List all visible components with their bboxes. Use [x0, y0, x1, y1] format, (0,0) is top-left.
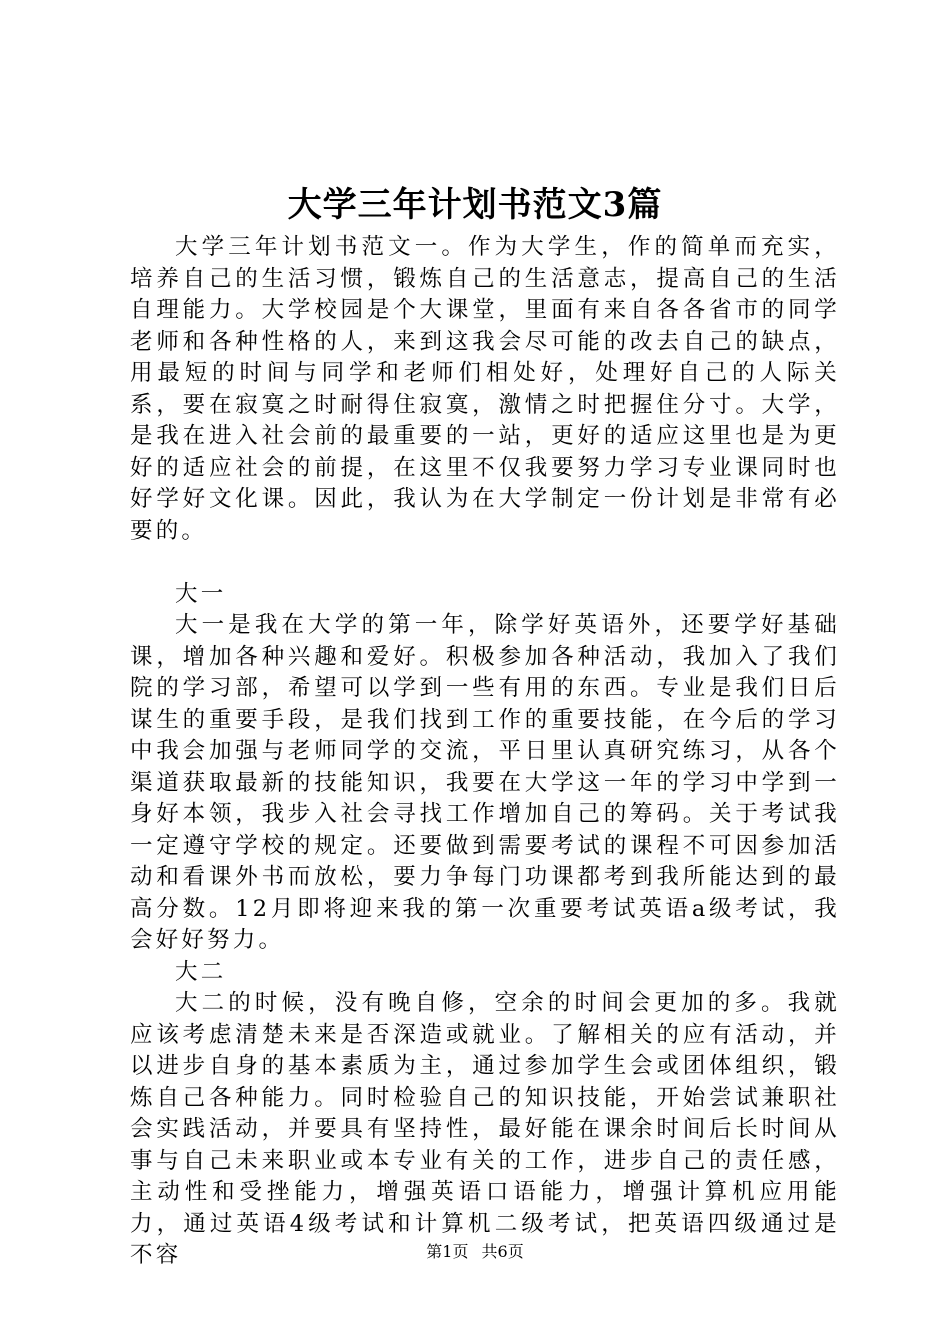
document-body	[130, 232, 840, 1272]
section-heading-year-one: 大一	[175, 580, 227, 607]
page-total: 共6页	[481, 1242, 524, 1261]
paragraph-year-two: 大二的时候，没有晚自修，空余的时间会更加的多。我就应该考虑清楚未来是否深造或就业。了解相关的应有活动，并以进步自身的基本素质为主，通过参加学生会或团体组织，锻炼自己各种能力。同时检验自己的知识技能，开始尝试兼职社会实践活动，并要具有坚持性，最好能在课余时间后长时间从事与自己未来职业或本专业有关的工作，进步自己的责任感，主动性和受挫能力，增强英语口语能力，增强计算机应用能力，通过英语4级考试和计算机二级考试，把英语四级通过是不容	[130, 990, 840, 1268]
page-footer	[0, 1240, 950, 1264]
paragraph-year-one: 大一是我在大学的第一年，除学好英语外，还要学好基础课，增加各种兴趣和爱好。积极参加各种活动，我加入了我们院的学习部，希望可以学到一些有用的东西。专业是我们日后谋生的重要手段，是我们找到工作的重要技能，在今后的学习中我会加强与老师同学的交流，平日里认真研究练习，从各个渠道获取最新的技能知识，我要在大学这一年的学习中学到一身好本领，我步入社会寻找工作增加自己的筹码。关于考试我一定遵守学校的规定。还要做到需要考试的课程不可因参加活动和看课外书而放松，要力争每门功课都考到我所能达到的最高分数。12月即将迎来我的第一次重要考试英语a级考试，我会好好努力。	[130, 612, 840, 953]
section-heading-year-two: 大二	[175, 958, 227, 985]
page-number: 第1页	[426, 1242, 469, 1261]
document-title: 大学三年计划书范文3篇	[287, 185, 663, 225]
paragraph-intro: 大学三年计划书范文一。作为大学生，作的简单而充实，培养自己的生活习惯，锻炼自己的生活意志，提高自己的生活自理能力。大学校园是个大课堂，里面有来自各各省市的同学老师和各种性格的人，来到这我会尽可能的改去自己的缺点，用最短的时间与同学和老师们相处好，处理好自己的人际关系，要在寂寞之时耐得住寂寞，激情之时把握住分寸。大学，是我在进入社会前的最重要的一站，更好的适应这里也是为更好的适应社会的前提，在这里不仅我要努力学习专业课同时也好学好文化课。因此，我认为在大学制定一份计划是非常有必要的。	[130, 234, 840, 544]
